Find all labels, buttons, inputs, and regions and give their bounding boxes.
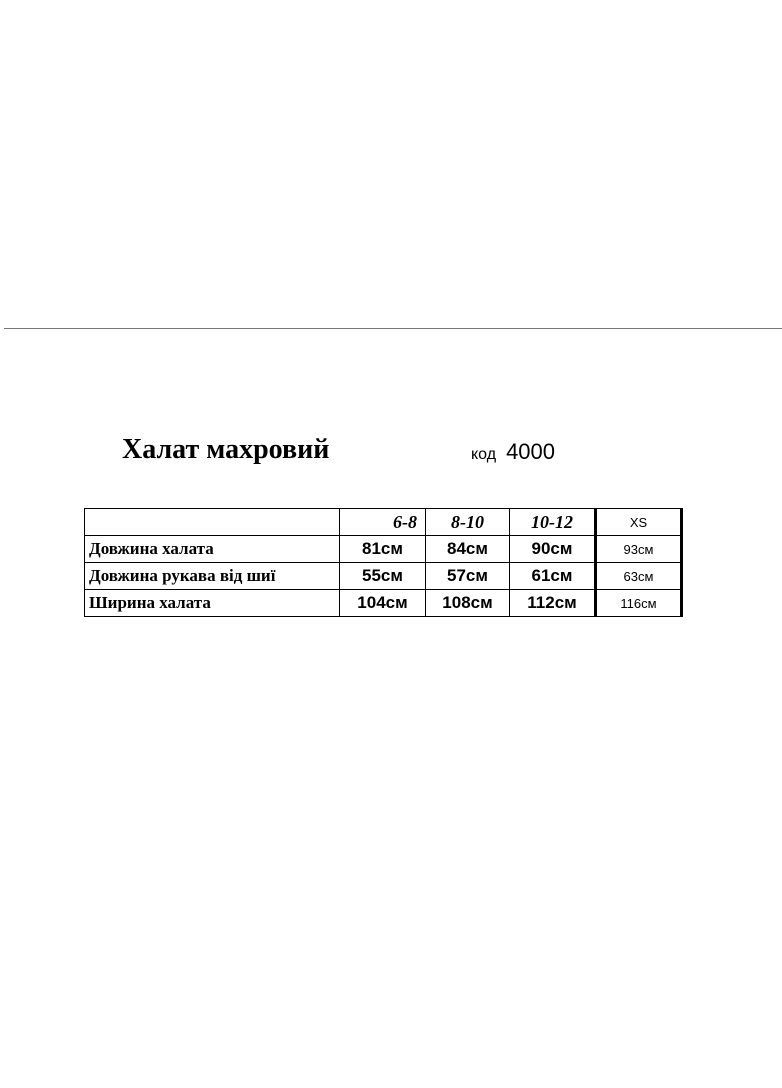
table-row <box>85 563 682 590</box>
table-cell: 84см <box>426 536 510 563</box>
table-cell: 108см <box>426 590 510 617</box>
product-code <box>471 436 555 471</box>
document-title: Халат махровий <box>122 434 330 465</box>
size-header-xs: XS <box>596 509 682 536</box>
size-header-8-10: 8-10 <box>426 509 510 536</box>
size-header-6-8: 6-8 <box>340 509 426 536</box>
table-row <box>85 536 682 563</box>
table-cell: 81см <box>340 536 426 563</box>
row-label: Ширина халата <box>85 590 340 617</box>
table-cell: 61см <box>510 563 596 590</box>
table-cell: 55см <box>340 563 426 590</box>
size-table <box>84 508 683 617</box>
product-code-label: код <box>471 446 497 463</box>
row-label: Довжина халата <box>85 536 340 563</box>
table-cell: 116см <box>596 590 682 617</box>
table-cell: 93см <box>596 536 682 563</box>
row-label: Довжина рукава від шиї <box>85 563 340 590</box>
horizontal-divider <box>4 328 782 329</box>
table-cell: 112см <box>510 590 596 617</box>
size-header-10-12: 10-12 <box>510 509 596 536</box>
table-row <box>85 590 682 617</box>
table-corner-cell <box>85 509 340 536</box>
table-cell: 104см <box>340 590 426 617</box>
table-header-row <box>85 509 682 536</box>
table-cell: 57см <box>426 563 510 590</box>
table-cell: 90см <box>510 536 596 563</box>
product-code-value: 4000 <box>506 439 556 464</box>
table-cell: 63см <box>596 563 682 590</box>
